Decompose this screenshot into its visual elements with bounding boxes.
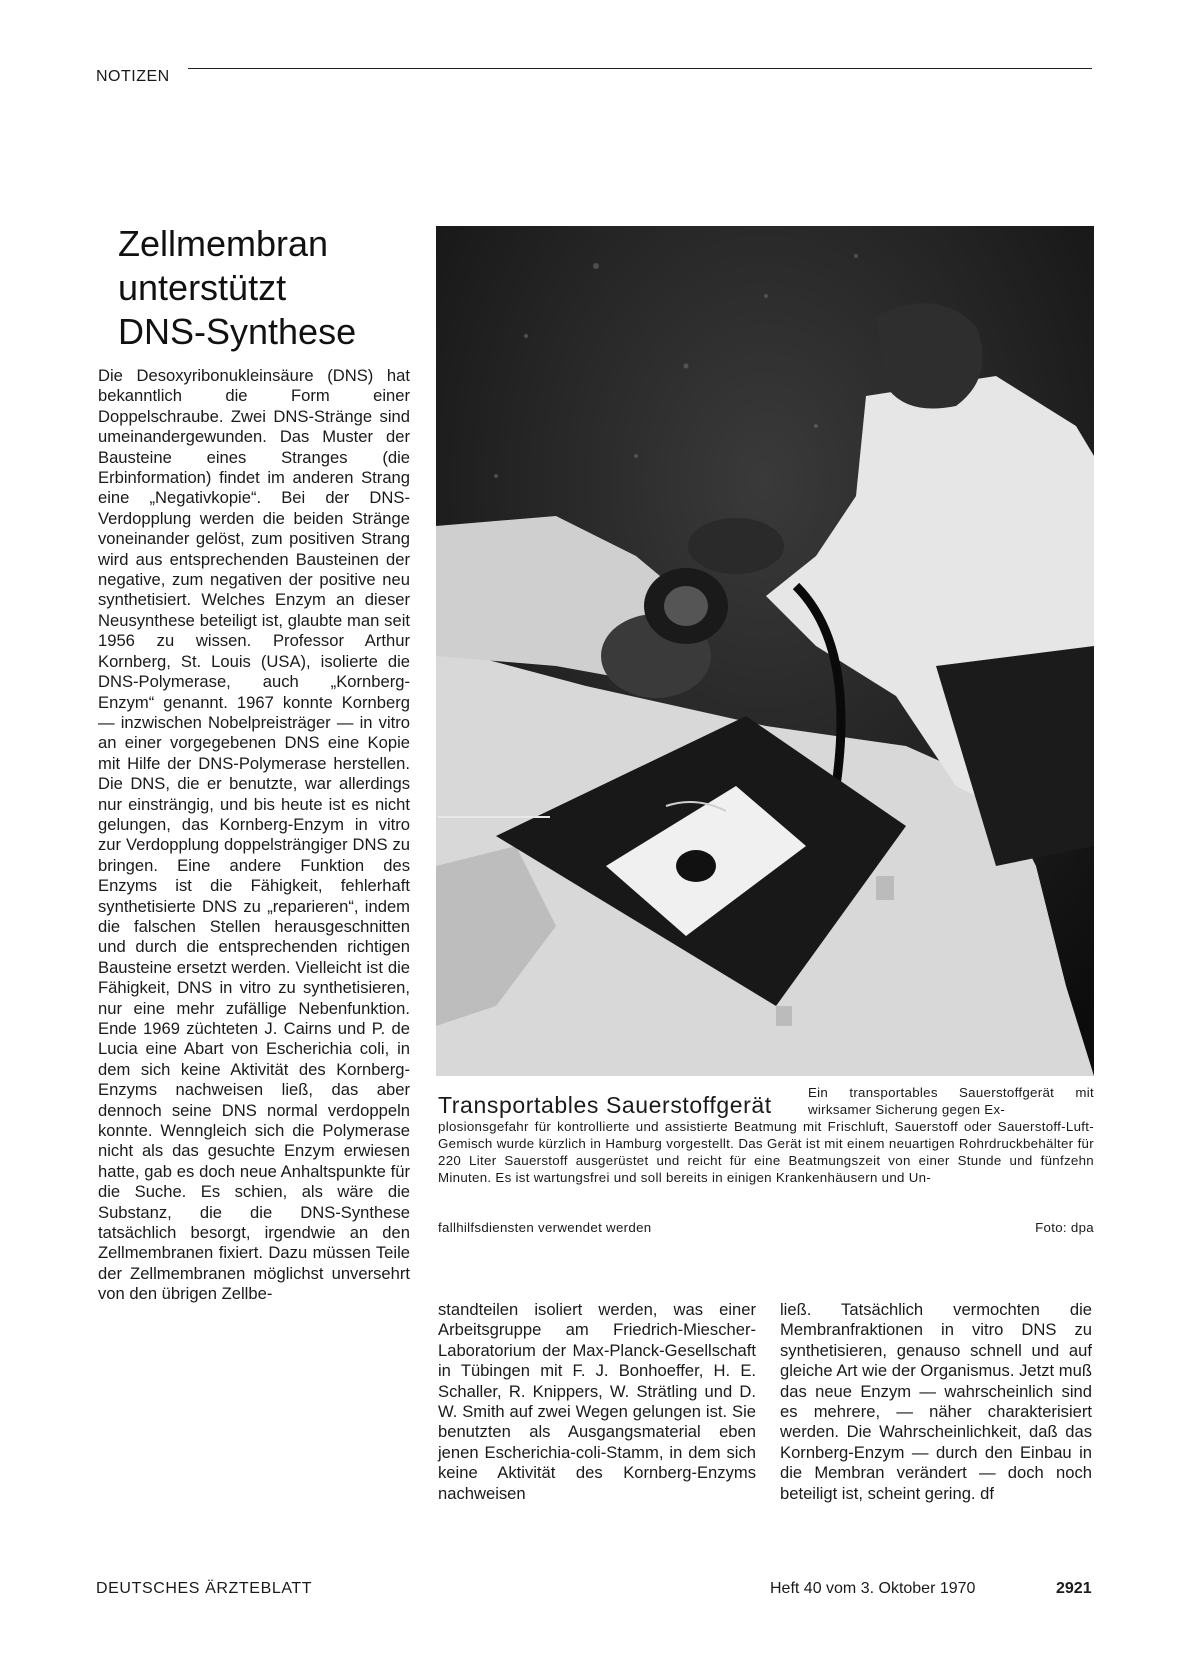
article-column-3-text: ließ. Tatsächlich vermochten die Membranfraktionen in vitro DNS zu synthetisieren, genauso schnell und auf gleiche Art wie der Organismus. Jetzt muß das neue Enzym — wahrscheinlich sind es mehrere, — näher charakterisiert werden. Die Wahrscheinlichkeit, daß das Kornberg-Enzym — durch den Einbau in die Membran verändert — doch noch beteiligt ist, scheint gering. df [780,1300,1092,1503]
page-number: 2921 [1056,1580,1092,1597]
article-column-1 [98,366,410,1305]
article-column-2-text: standteilen isoliert werden, was einer Arbeitsgruppe am Friedrich-Miescher-Laboratorium der Max-Planck-Gesellschaft in Tübingen mit F. J. Bonhoeffer, H. E. Schaller, R. Knippers, W. Strätling und D. W. Smith auf zwei Wegen gelungen ist. Sie benutzten als Ausgangsmaterial eben jenen Escherichia-coli-Stamm, in dem sich keine Aktivität des Kornberg-Enzyms nachweisen [438,1300,756,1503]
article-title-line-2: unterstützt [118,267,287,308]
journal-name: DEUTSCHES ÄRZTEBLATT [96,1580,313,1597]
article-column-3 [780,1300,1092,1504]
photo-marker-rule [438,816,550,818]
article-column-2 [438,1300,756,1504]
article-title-line-1: Zellmembran [118,223,329,264]
caption-body: plosionsgefahr für kontrollierte und assistierte Beatmung mit Frischluft, Sauerstoff oder Sauerstoff-Luft-Gemisch wurde kürzlich in Hamburg vorgestellt. Das Gerät ist mit einem neuartigen Rohrdruckbehälter für 220 Liter Sauerstoff ausgerüstet und reicht für eine Beatmungszeit von einer Stunde und fünfzehn Minuten. Es ist wartungsfrei und soll bereits in einigen Krankenhäusern und Un- [438,1119,1094,1185]
caption-last-text: fallhilfsdiensten verwendet werden [438,1220,652,1235]
issue-info: Heft 40 vom 3. Oktober 1970 [770,1580,976,1597]
section-label: NOTIZEN [96,68,170,85]
article-column-1-text: Die Desoxyribonukleinsäure (DNS) hat bekanntlich die Form einer Doppelschraube. Zwei DNS-Stränge sind umeinandergewunden. Das Muster der Bausteine eines Stranges (die Erbinformation) findet im anderen Strang eine „Negativkopie“. Bei der DNS-Verdopplung werden die beiden Stränge voneinander gelöst, zum positiven Strang wird aus entsprechenden Bausteinen der negative, zum negativen der positive neu synthetisiert. Welches Enzym an dieser Neusynthese beteiligt ist, glaubte man seit 1956 zu wissen. Professor Arthur Kornberg, St. Louis (USA), isolierte die DNS-Polymerase, auch „Kornberg-Enzym“ genannt. 1967 konnte Kornberg — inzwischen Nobelpreisträger — in vitro an einer vorgegebenen DNS eine Kopie mit Hilfe der DNS-Polymerase herstellen. Die DNS, die er benutzte, war allerdings nur einsträngig, und bis heute ist es nicht gelungen, das Kornberg-Enzym in vitro zur Verdopplung doppelsträngiger DNS zu bringen. Eine andere Funktion des Enzyms ist die Fähigkeit, fehlerhaft synthetisierte DNS zu „reparieren“, indem die falschen Stellen herausgeschnitten und durch die entsprechenden richtigen Bausteine ersetzt werden. Vielleicht ist die Fähigkeit, DNS in vitro zu synthetisieren, nur eine mehr zufällige Nebenfunktion. Ende 1969 züchteten J. Cairns und P. de Lucia eine Abart von Escherichia coli, in dem sich keine Aktivität des Kornberg-Enzyms nachweisen ließ, das aber dennoch seine DNS normal verdoppeln konnte. Wenngleich sich die Polymerase nicht als das gesuchte Enzym erwiesen hatte, gab es doch neue Anhaltspunkte für die Suche. Es schien, als wäre die Substanz, die die DNS-Synthese tatsächlich besorgt, irgendwie an den Zellmembranen fixiert. Dazu müssen Teile der Zellmembranen möglichst unversehrt von den übrigen Zellbe- [98,366,410,1304]
caption-title: Transportables Sauerstoffgerät [438,1092,772,1118]
photo-credit: Foto: dpa [1035,1220,1094,1235]
article-title [118,222,356,354]
article-title-line-3: DNS-Synthese [118,311,357,352]
header-rule [188,68,1092,69]
caption-last-line [438,1220,1094,1237]
caption-top: Ein transportables Sauerstoffgerät mit wirksamer Sicherung gegen Ex- [808,1085,1094,1117]
news-photo [436,226,1094,1076]
